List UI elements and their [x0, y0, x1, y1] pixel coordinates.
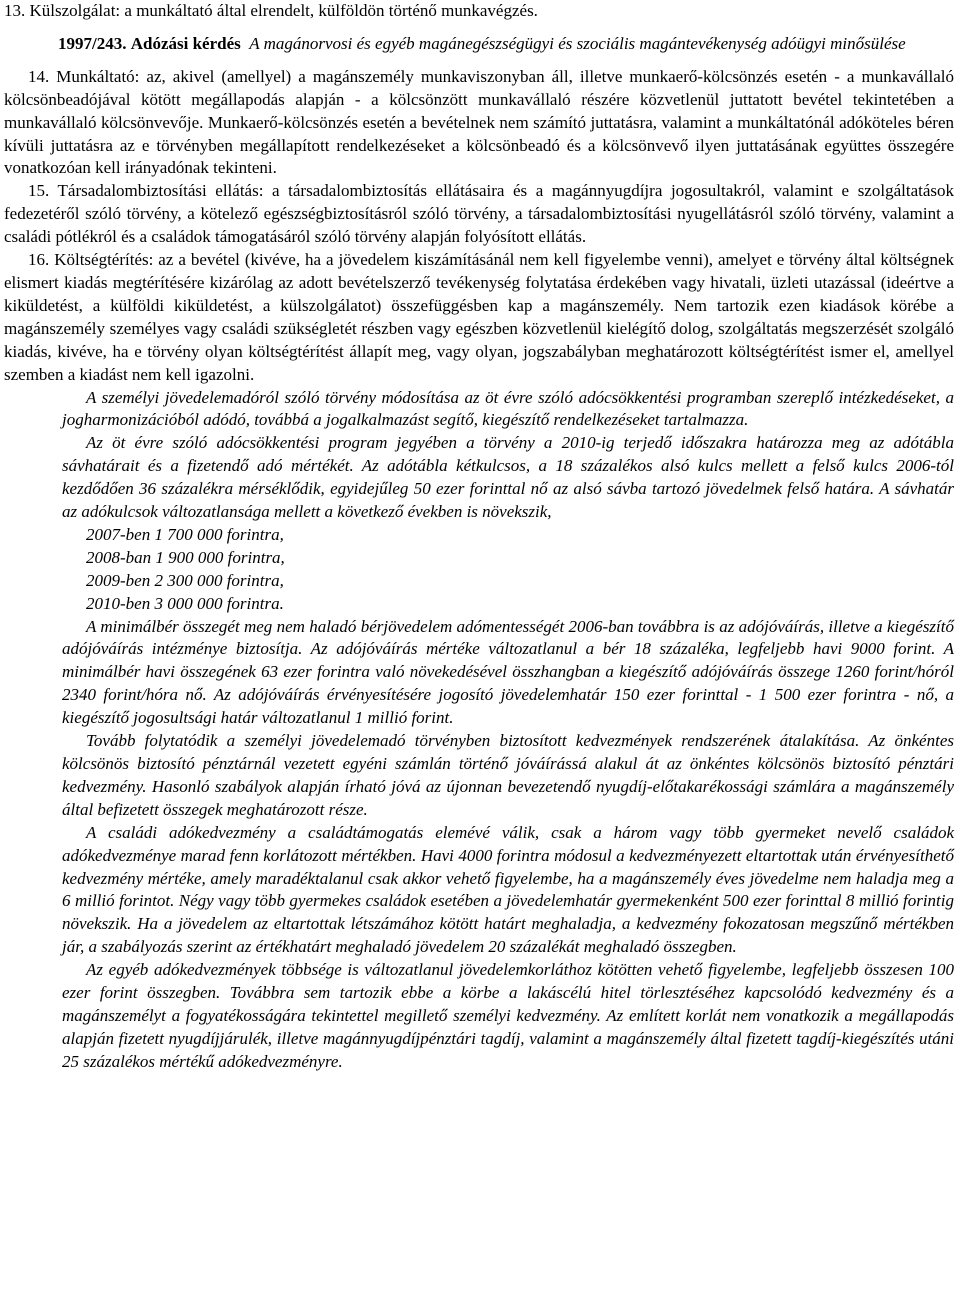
tax-bracket-list — [4, 524, 954, 616]
list-item: 2007-ben 1 700 000 forintra, — [86, 524, 284, 544]
commentary-paragraph-1: A személyi jövedelemadóról szóló törvény módosítása az öt évre szóló adócsökkentési programban szereplő intézkedéseket, a jogharmonizációból adódó, továbbá a jogalkalmazást segítő, kiegészítő rendelkezéseket tartalmazza. — [62, 387, 954, 430]
commentary-paragraph-6: Az egyéb adókedvezmények többsége is változatlanul jövedelemkorláthoz kötötten vehető figyelembe, legfeljebb összesen 100 ezer forint összegben. Továbbra sem tartozik ebbe a körbe a lakáscélú hitel törlesztéséhez kapcsolódó kedvezmény és a magánszemélyt a fogyatékosságára tekintettel megillető személyi kedvezmény. Az említett korlát nem vonatkozik a megállapodás alapján fizetett nyugdíjjárulék, illetve magánnyugdíjpénztári tagdíj, valamint a magánszemély által fizetett tagdíj-kiegészítés utáni 25 százalékos mértékű adókedvezményre. — [62, 960, 954, 1071]
list-item: 2010-ben 3 000 000 forintra. — [86, 593, 284, 613]
item-15: 15. Társadalombiztosítási ellátás: a társadalombiztosítás ellátásaira és a magánnyugdíjra jogosultakról, valamint e szolgáltatások fedezetéről szóló törvény, a kötelező egészségbiztosításról szóló törvény, a társadalombiztosítási nyugellátásról szóló törvény, valamint a családi pótlékról és a családok támogatásáról szóló törvény alapján folyósított ellátás. — [4, 181, 954, 247]
reference-line — [4, 33, 954, 56]
commentary-paragraph-4: Tovább folytatódik a személyi jövedelemadó törvényben biztosított kedvezmények rendszerének átalakítása. Az önkéntes kölcsönös biztosító pénztárnál vezetett egyéni számlán történő jóváírássá alakul át az önkéntes kölcsönös biztosító pénztári kedvezmény. Hasonló szabályok alapján írható jóvá az újonnan bevezetendő nyugdíj-előtakarékossági számlára a magánszemély által befizetett összegek meghatározott része. — [62, 731, 954, 819]
commentary-paragraph-2: Az öt évre szóló adócsökkentési program jegyében a törvény a 2010-ig terjedő időszakra határozza meg az adótábla sávhatárait és a fizetendő adó mértékét. Az adótábla kétkulcsos, a 18 százalékos alsó kulcs mellett a felső kulcs 2006-tól kezdődően 36 százalékra mérséklődik, egyidejűleg 50 ezer forinttal nő az alsó sávba tartozó jövedelmek felső határa. A sávhatár az adókulcsok változatlansága mellett a következő években is növekszik, — [62, 433, 954, 522]
reference-number: 1997/243. — [58, 33, 127, 53]
item-14: 14. Munkáltató: az, akivel (amellyel) a magánszemély munkaviszonyban áll, illetve munkaerő-kölcsönzés esetén - a munkavállaló kölcsönbeadójával kötött megállapodás alapján - a kölcsönzött munkavállaló részére közvetlenül juttatott bevétel tekintetében a munkavállaló kölcsönvevője. Munkaerő-kölcsönzés esetén a bevételnek nem számító juttatásra, valamint a munkáltatónál adóköteles béren kívüli juttatásra az e törvényben megállapított rendelkezéseket a kölcsönbeadó és a kölcsönvevő ilyen juttatásának együttes összegére vonatkozóan kell irányadónak tekinteni. — [4, 66, 954, 178]
item-13: 13. Külszolgálat: a munkáltató által elrendelt, külföldön történő munkavégzés. — [4, 1, 538, 20]
reference-label: Adózási kérdés — [130, 33, 241, 53]
commentary-paragraph-3: A minimálbér összegét meg nem haladó bérjövedelem adómentességét 2006-ban továbbra is az adójóváírás, illetve a kiegészítő adójóváírás intézménye biztosítja. Az adójóváírás mértéke változatlanul a bér 18 százaléka, legfeljebb havi 9000 forint. A minimálbér havi összegének 63 ezer forintra való növekedésével összhangban a kiegészítő adójóváírás összege 1260 forint/hóról 2340 forint/hóra nő. Az adójóváírás érvényesítésére jogosító jövedelemhatár 150 ezer forinttal - 1 500 ezer forintra - nő, a kiegészítő jogosultsági határ változatlanul 1 millió forint. — [62, 616, 954, 728]
reference-title: A magánorvosi és egyéb magánegészségügyi és szociális magántevékenység adóügyi minősülése — [249, 33, 906, 53]
adozasi-kerdes-reference — [4, 33, 954, 56]
commentary-paragraph-5: A családi adókedvezmény a családtámogatás elemévé válik, csak a három vagy több gyermeket nevelő családok adókedvezménye marad fenn korlátozott mértékben. Havi 4000 forintra módosul a kedvezményezett eltartottak után érvényesíthető kedvezmény mértéke, amely maradéktalanul csak akkor vehető figyelembe, ha a magánszemély éves jövedelme nem haladja meg a 6 millió forintot. Négy vagy több gyermekes családok esetében a jövedelemhatár gyermekenként 500 ezer forinttal 8 millió forintig növekszik. Ha a jövedelem az eltartottak létszámához kötött határt meghaladja, a kedvezmény fokozatosan megszűnő mértékben jár, a szabályozás szerint az értékhatárt meghaladó jövedelem 20 százalékát meghaladó összegben. — [62, 822, 954, 957]
item-16: 16. Költségtérítés: az a bevétel (kivéve, ha a jövedelem kiszámításánál nem kell figyelembe venni), amelyet e törvény által költségnek elismert kiadás megtérítésére kizárólag az adott bevételszerző tevékenység folytatása érdekében vagy hivatali, üzleti utazással (ideértve a kiküldetést, a külföldi kiküldetést, a külszolgálatot) összefüggésben kap a magánszemély. Nem tartozik ezen kiadások körébe a magánszemély személyes vagy családi szükségletét részben vagy egészben közvetlenül kielégítő dolog, szolgáltatás megszerzését szolgáló kiadás, kivéve, ha e törvény olyan költségtérítést állapít meg, vagy olyan, jogszabályban meghatározott költségtérítést ismer el, amellyel szemben a kiadást nem kell igazolni. — [4, 250, 954, 384]
spacer — [4, 56, 954, 66]
list-item: 2008-ban 1 900 000 forintra, — [86, 547, 285, 567]
list-item: 2009-ben 2 300 000 forintra, — [86, 570, 284, 590]
